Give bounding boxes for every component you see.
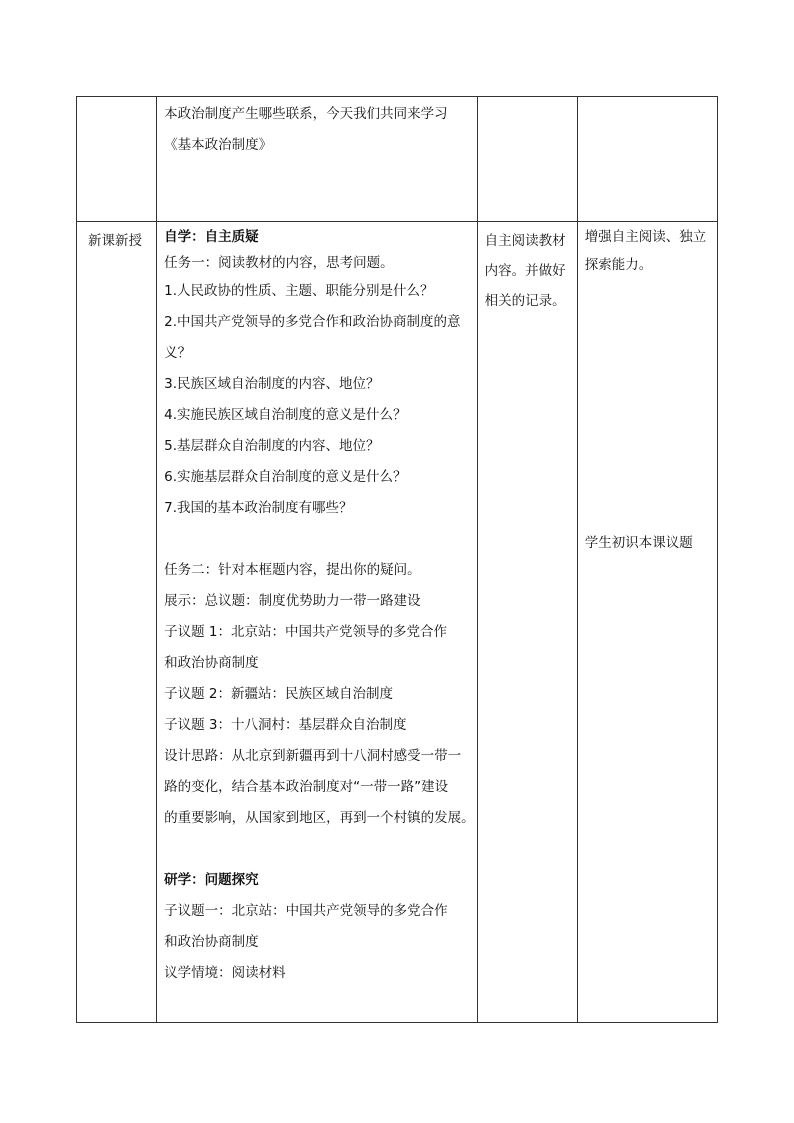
question-line: 义？: [164, 345, 192, 361]
question-line: 3.民族区域自治制度的内容、地位？: [164, 376, 380, 392]
activity-line: 自主阅读教材: [484, 233, 566, 249]
intent-line: 探索能力。: [584, 257, 653, 273]
display-line: 设计思路：从北京到新疆再到十八洞村感受一带一: [164, 748, 462, 764]
table-row: [77, 97, 718, 222]
question-line: 1.人民政协的性质、主题、职能分别是什么？: [164, 283, 434, 299]
question-line: 7.我国的基本政治制度有哪些？: [164, 500, 353, 516]
question-line: 4.实施民族区域自治制度的意义是什么？: [164, 407, 407, 423]
display-line: 的重要影响，从国家到地区，再到一个村镇的发展。: [164, 810, 475, 826]
content-line: 本政治制度产生哪些联系，今天我们共同来学习: [164, 106, 448, 122]
activity-cell: [477, 97, 577, 222]
section-heading: 研学：问题探究: [164, 872, 259, 888]
intent-line: 增强自主阅读、独立: [584, 229, 707, 245]
task-line: 任务二：针对本框题内容，提出你的疑问。: [164, 562, 421, 578]
content-line: 《基本政治制度》: [164, 137, 273, 153]
question-line: 5.基层群众自治制度的内容、地位？: [164, 438, 380, 454]
content-cell: [157, 222, 478, 1023]
lesson-plan-table: [76, 96, 718, 1023]
research-line: 和政治协商制度: [164, 934, 259, 950]
table-row: [77, 222, 718, 1023]
stage-cell: [77, 222, 157, 1023]
research-line: 子议题一：北京站：中国共产党领导的多党合作: [164, 903, 448, 919]
question-line: 2.中国共产党领导的多党合作和政治协商制度的意: [164, 314, 461, 330]
stage-label: 新课新授: [88, 233, 142, 249]
intent-note: 学生初识本课议题: [584, 535, 693, 551]
display-line: 展示：总议题：制度优势助力一带一路建设: [164, 593, 421, 609]
intent-cell: [577, 222, 717, 1023]
activity-line: 内容。并做好: [484, 263, 566, 279]
intent-cell: [577, 97, 717, 222]
display-line: 子议题 3：十八洞村：基层群众自治制度: [164, 717, 407, 733]
activity-cell: [477, 222, 577, 1023]
activity-line: 相关的记录。: [484, 293, 566, 309]
display-line: 路的变化，结合基本政治制度对“一带一路”建设: [164, 779, 449, 795]
question-line: 6.实施基层群众自治制度的意义是什么？: [164, 469, 407, 485]
task-line: 任务一：阅读教材的内容，思考问题。: [164, 255, 394, 271]
content-cell: [157, 97, 478, 222]
stage-cell: [77, 97, 157, 222]
section-heading: 自学：自主质疑: [164, 229, 259, 245]
display-line: 子议题 1：北京站：中国共产党领导的多党合作: [164, 624, 448, 640]
research-line: 议学情境：阅读材料: [164, 965, 286, 981]
display-line: 和政治协商制度: [164, 655, 259, 671]
display-line: 子议题 2：新疆站：民族区域自治制度: [164, 686, 394, 702]
